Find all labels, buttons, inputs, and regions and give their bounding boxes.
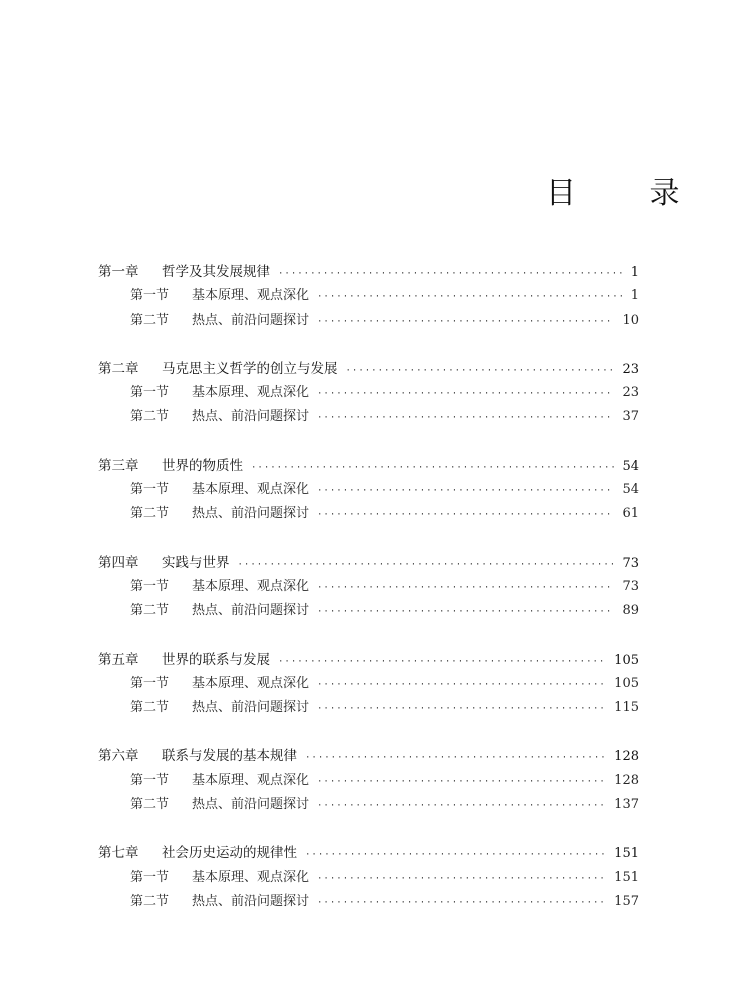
page-number: 1: [630, 288, 639, 304]
toc-section-entry[interactable]: [98, 478, 639, 502]
chapter-title: 哲学及其发展规律: [162, 264, 270, 280]
section-number: 第一节: [130, 385, 170, 401]
chapter-number: 第五章: [98, 651, 139, 668]
page-number: 89: [622, 603, 639, 619]
section-title: 基本原理、观点深化: [192, 675, 310, 691]
section-title: 热点、前沿问题探讨: [192, 893, 310, 909]
page-number: 128: [614, 772, 639, 788]
dot-leader: [317, 697, 606, 721]
section-number: 第一节: [130, 869, 170, 885]
toc-chapter-3: [98, 454, 639, 527]
dot-leader: [317, 576, 614, 600]
page-number: 151: [614, 869, 639, 885]
section-title: 热点、前沿问题探讨: [192, 409, 310, 425]
toc-chapter-1: [98, 260, 639, 333]
section-title: 热点、前沿问题探讨: [192, 506, 310, 522]
page-number: 1: [630, 265, 639, 280]
section-number: 第二节: [130, 700, 170, 716]
toc-chapter-entry[interactable]: [98, 648, 639, 672]
toc-chapter-entry[interactable]: [98, 357, 639, 381]
chapter-number: 第六章: [98, 748, 139, 765]
dot-leader: [317, 285, 623, 309]
section-number: 第一节: [130, 675, 170, 691]
section-number: 第二节: [130, 893, 170, 909]
page-number: 73: [622, 578, 639, 594]
dot-leader: [317, 891, 606, 915]
toc-chapter-entry[interactable]: [98, 551, 639, 575]
dot-leader: [251, 456, 614, 480]
section-number: 第二节: [130, 409, 170, 425]
section-title: 基本原理、观点深化: [192, 288, 310, 304]
section-title: 基本原理、观点深化: [192, 482, 310, 498]
page-number: 23: [622, 385, 639, 401]
dot-leader: [317, 382, 614, 406]
dot-leader: [317, 794, 606, 818]
toc-section-entry[interactable]: [98, 696, 639, 720]
page-number: 54: [622, 482, 639, 498]
toc-section-entry[interactable]: [98, 769, 639, 793]
toc-chapter-5: [98, 648, 639, 721]
toc-section-entry[interactable]: [98, 502, 639, 526]
page-number: 105: [614, 652, 639, 668]
toc-section-entry[interactable]: [98, 599, 639, 623]
toc-chapter-entry[interactable]: [98, 841, 639, 865]
chapter-title: 马克思主义哲学的创立与发展: [162, 360, 338, 377]
dot-leader: [317, 867, 606, 891]
chapter-title: 联系与发展的基本规律: [162, 748, 297, 765]
page-number: 137: [614, 797, 639, 813]
page-title: 目 录: [546, 176, 712, 211]
dot-leader: [317, 600, 614, 624]
toc-section-entry[interactable]: [98, 381, 639, 405]
section-title: 基本原理、观点深化: [192, 869, 310, 885]
page-number: 105: [614, 675, 639, 691]
toc-section-entry[interactable]: [98, 890, 639, 914]
dot-leader: [317, 310, 614, 334]
toc-section-entry[interactable]: [98, 284, 639, 308]
section-title: 热点、前沿问题探讨: [192, 603, 310, 619]
page-number: 54: [622, 458, 639, 474]
toc-section-entry[interactable]: [98, 672, 639, 696]
section-number: 第二节: [130, 797, 170, 813]
dot-leader: [278, 262, 623, 286]
chapter-title: 世界的物质性: [162, 457, 243, 474]
page-number: 61: [622, 506, 639, 522]
toc-section-entry[interactable]: [98, 793, 639, 817]
dot-leader: [317, 406, 614, 430]
section-number: 第一节: [130, 482, 170, 498]
page-number: 115: [614, 700, 639, 716]
section-title: 热点、前沿问题探讨: [192, 700, 310, 716]
page-number: 128: [614, 749, 639, 765]
toc-section-entry[interactable]: [98, 575, 639, 599]
page-number: 157: [614, 893, 639, 909]
table-of-contents: [98, 260, 639, 938]
dot-leader: [317, 503, 614, 527]
toc-chapter-entry[interactable]: [98, 454, 639, 478]
toc-section-entry[interactable]: [98, 866, 639, 890]
chapter-number: 第一章: [98, 264, 139, 280]
chapter-title: 世界的联系与发展: [162, 651, 270, 668]
page-number: 23: [622, 361, 639, 377]
section-number: 第一节: [130, 772, 170, 788]
dot-leader: [238, 553, 615, 577]
toc-chapter-7: [98, 841, 639, 914]
dot-leader: [317, 673, 606, 697]
chapter-number: 第二章: [98, 360, 139, 377]
section-title: 热点、前沿问题探讨: [192, 312, 310, 328]
page-number: 10: [622, 312, 639, 328]
section-title: 基本原理、观点深化: [192, 385, 310, 401]
section-number: 第一节: [130, 578, 170, 594]
section-number: 第二节: [130, 603, 170, 619]
dot-leader: [278, 650, 606, 674]
chapter-title: 实践与世界: [162, 554, 230, 571]
section-number: 第二节: [130, 506, 170, 522]
section-number: 第二节: [130, 312, 170, 328]
page-number: 37: [622, 409, 639, 425]
section-number: 第一节: [130, 288, 170, 304]
chapter-number: 第四章: [98, 554, 139, 571]
section-title: 热点、前沿问题探讨: [192, 797, 310, 813]
chapter-title: 社会历史运动的规律性: [162, 845, 297, 862]
toc-section-entry[interactable]: [98, 405, 639, 429]
toc-chapter-entry[interactable]: [98, 260, 639, 284]
chapter-number: 第三章: [98, 457, 139, 474]
dot-leader: [305, 843, 606, 867]
toc-chapter-6: [98, 744, 639, 817]
dot-leader: [305, 746, 606, 770]
toc-chapter-entry[interactable]: [98, 744, 639, 768]
chapter-number: 第七章: [98, 845, 139, 862]
dot-leader: [346, 359, 615, 383]
toc-chapter-4: [98, 551, 639, 624]
section-title: 基本原理、观点深化: [192, 772, 310, 788]
section-title: 基本原理、观点深化: [192, 578, 310, 594]
dot-leader: [317, 479, 614, 503]
toc-section-entry[interactable]: [98, 309, 639, 333]
page-number: 73: [622, 555, 639, 571]
dot-leader: [317, 770, 606, 794]
toc-chapter-2: [98, 357, 639, 430]
page-number: 151: [614, 846, 639, 862]
